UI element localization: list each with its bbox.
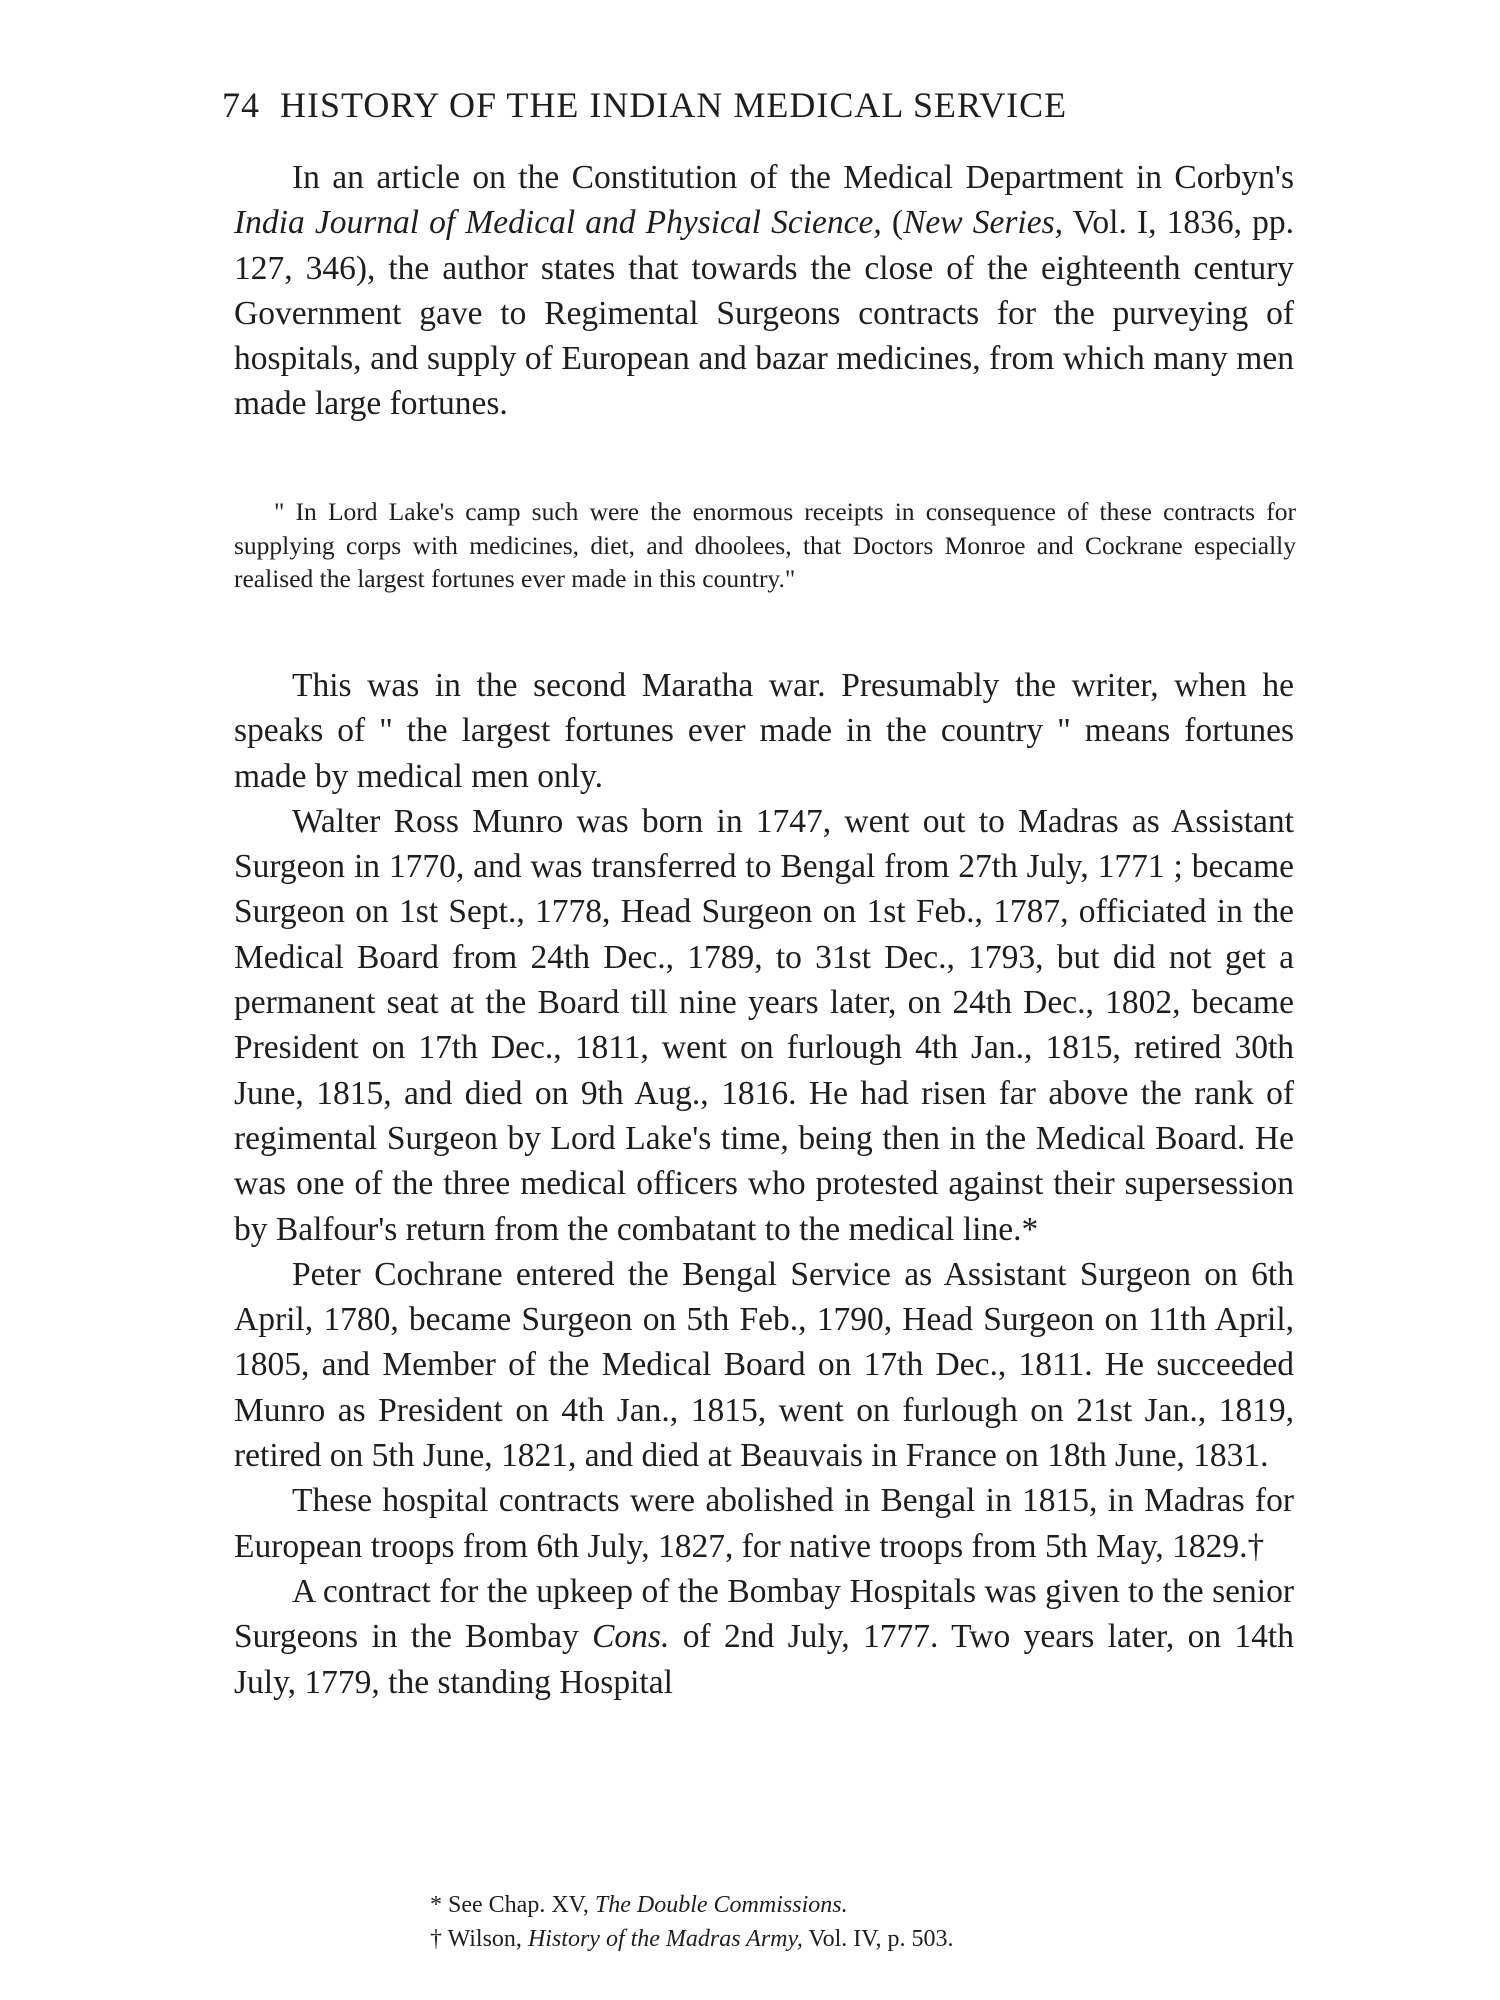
cons-abbrev: Cons.: [592, 1618, 670, 1656]
footnote-title: The Double Commissions.: [594, 1892, 848, 1918]
footnotes: [430, 1888, 1230, 1956]
footnote-text: † Wilson,: [430, 1926, 528, 1952]
paragraph-text-part: A contract for the upkeep of the Bombay Hospitals was given to the senior Surgeons in the Bombay: [234, 1572, 1294, 1656]
journal-title: India Journal of Medical and Physical Science,: [234, 204, 882, 242]
footnote-text: * See Chap. XV,: [430, 1892, 595, 1918]
block-quote: " In Lord Lake's camp such were the enormous receipts in consequence of these contracts for supplying corps with medicines, diet, and dhoolees, that Doctors Monroe and Cockrane especially realised the largest fortunes ever made in this country.": [234, 497, 1296, 593]
paragraph-text-part: In an article on the Constitution of the Medical Department in Corbyn's: [292, 159, 1294, 196]
footnote-text: Vol. IV, p. 503.: [802, 1926, 954, 1952]
running-head-title: HISTORY OF THE INDIAN MEDICAL SERVICE: [280, 85, 1068, 125]
footnote-2: [430, 1922, 1230, 1956]
paragraph-bombay-hospitals: [234, 1569, 1294, 1705]
paragraph-peter-cochrane: Peter Cochrane entered the Bengal Service as Assistant Surgeon on 6th April, 1780, became Surgeon on 5th Feb., 1790, Head Surgeon on 11th April, 1805, and Member of the Medical Board on 17th Dec., 1811. He succeeded Munro as President on 4th Jan., 1815, went on furlough on 21st Jan., 1819, retired on 5th June, 1821, and died at Beauvais in France on 18th June, 1831.: [234, 1255, 1294, 1475]
page-number: 74: [222, 85, 260, 125]
paragraph-text-part: Vol. I, 1836, pp. 127, 346), the author states that towards the close of the eighteenth century Government gave to Regimental Surgeons contracts for the purveying of hospitals, and supply of European and bazar medicines, from which many men made large fortunes.: [234, 204, 1295, 423]
footnote-1: [430, 1888, 1230, 1922]
paragraph-text-part: (: [881, 204, 904, 242]
paragraph-text: [234, 155, 1294, 427]
paragraph-constitution-article: [234, 155, 1294, 427]
paragraph-contracts-abolished: These hospital contracts were abolished in Bengal in 1815, in Madras for European troops from 6th July, 1827, for native troops from 5th May, 1829.†: [234, 1482, 1294, 1565]
body-text-block: [234, 663, 1294, 1705]
running-head: [222, 84, 1242, 126]
footnote-title: History of the Madras Army,: [527, 1926, 803, 1952]
series-title: New Series,: [903, 204, 1064, 242]
paragraph-maratha-war: This was in the second Maratha war. Presumably the writer, when he speaks of " the largest fortunes ever made in the country " means fortunes made by medical men only.: [234, 667, 1294, 795]
paragraph-walter-ross-munro: Walter Ross Munro was born in 1747, went out to Madras as Assistant Surgeon in 1770, and was transferred to Bengal from 27th July, 1771 ; became Surgeon on 1st Sept., 1778, Head Surgeon on 1st Feb., 1787, officiated in the Medical Board from 24th Dec., 1789, to 31st Dec., 1793, but did not get a permanent seat at the Board till nine years later, on 24th Dec., 1802, became President on 17th Dec., 1811, went on furlough 4th Jan., 1815, retired 30th June, 1815, and died on 9th Aug., 1816. He had risen far above the rank of regimental Surgeon by Lord Lake's time, being then in the Medical Board. He was one of the three medical officers who protested against their supersession by Balfour's return from the combatant to the medical line.*: [234, 802, 1294, 1248]
paragraph-text-part: of 2nd July, 1777. Two years later, on 14th July, 1779, the standing Hospital: [234, 1618, 1294, 1701]
